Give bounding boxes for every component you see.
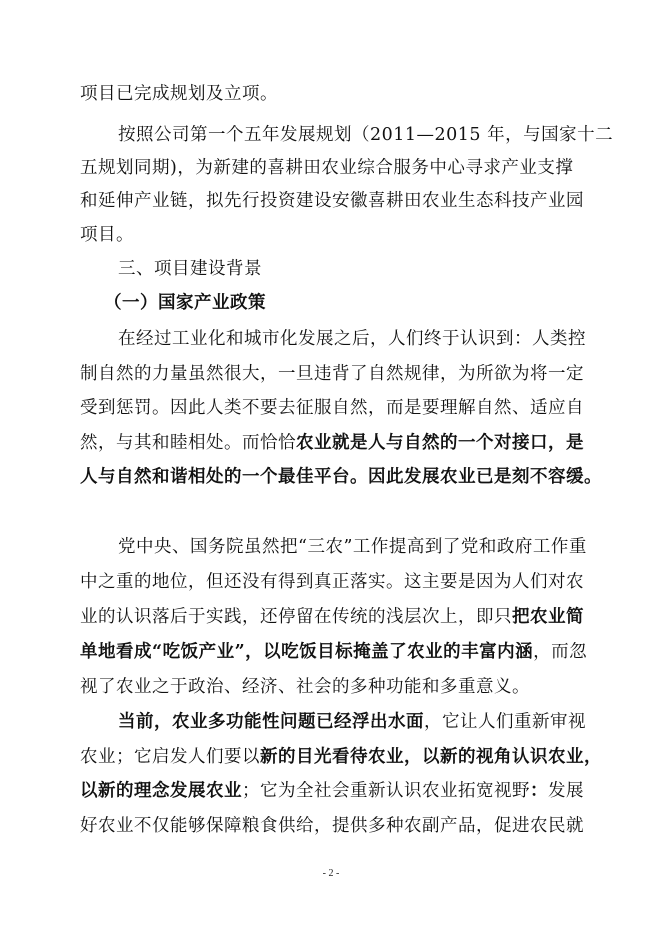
text-run: ，而忽 <box>533 642 588 662</box>
bold-text-run: ： <box>530 781 548 801</box>
paragraph-line <box>80 431 584 455</box>
paragraph-line <box>80 396 584 420</box>
bold-text-run: 以新的理念发展农业 <box>80 781 242 801</box>
bold-text-run: 农业就是人与自然的一个对接口，是 <box>296 433 584 453</box>
text-run: ；它为全社会重新认识农业拓宽视野 <box>242 781 530 801</box>
bold-text-run: 单地看成“吃饭产业”，以吃饭目标掩盖了农业的丰富内涵 <box>80 642 534 662</box>
text-run: 发展 <box>548 781 584 801</box>
paragraph-line <box>80 189 584 213</box>
text-run: 和延伸产业链，拟先行投资建设安徽喜耕田农业生态科技产业园 <box>80 191 584 211</box>
paragraph-line <box>118 123 613 147</box>
text-run: （一）国家产业政策 <box>104 293 266 313</box>
text-run: 中之重的地位，但还没有得到真正落实。这主要是因为人们对农 <box>80 572 584 592</box>
paragraph-line <box>80 82 278 106</box>
bold-text-run: 新的目光看待农业，以新的视角认识农业， <box>260 747 602 767</box>
page-number: - 2 - <box>322 868 340 879</box>
bold-text-run: 把农业简 <box>512 607 584 627</box>
paragraph-line <box>80 156 573 180</box>
paragraph-line <box>80 640 587 664</box>
paragraph-line <box>80 465 602 489</box>
paragraph-line <box>80 675 530 699</box>
text-run: 五规划同期)，为新建的喜耕田农业综合服务中心寻求产业支撑 <box>80 158 574 178</box>
text-run: 项目已完成规划及立项。 <box>80 84 278 104</box>
section-heading <box>118 257 262 281</box>
paragraph-line <box>118 327 586 351</box>
text-run: 项目。 <box>80 225 134 245</box>
text-run: 视了农业之于政治、经济、社会的多种功能和多重意义。 <box>80 677 530 697</box>
text-run: 业的认识落后于实践，还停留在传统的浅层次上，即只 <box>80 607 512 627</box>
bold-text-run: 当前，农业多功能性问题已经浮出水面 <box>118 712 424 732</box>
subsection-heading <box>104 291 266 315</box>
paragraph-line <box>118 710 586 734</box>
text-run: 受到惩罚。因此人类不要去征服自然，而是要理解自然、适应自 <box>80 398 584 418</box>
text-run: ，它让人们重新审视 <box>424 712 586 732</box>
text-run: 按照公司第一个五年发展规划（2011—2015 年，与国家十二 <box>118 125 614 145</box>
paragraph-line <box>80 362 584 386</box>
bold-text-run: 人与自然和谐相处的一个最佳平台。因此发展农业已是刻不容缓。 <box>80 467 602 487</box>
paragraph-line <box>80 570 584 594</box>
text-run: 在经过工业化和城市化发展之后，人们终于认识到：人类控 <box>118 329 586 349</box>
paragraph-line <box>80 814 584 838</box>
paragraph-line <box>80 745 602 769</box>
paragraph-line <box>80 223 134 247</box>
text-run: 好农业不仅能够保障粮食供给，提供多种农副产品，促进农民就 <box>80 816 584 836</box>
text-run: 党中央、国务院虽然把“三农”工作提高到了党和政府工作重 <box>118 537 587 557</box>
text-run: 然，与其和睦相处。而恰恰 <box>80 433 296 453</box>
text-run: 制自然的力量虽然很大，一旦违背了自然规律，为所欲为将一定 <box>80 364 584 384</box>
text-run: 三、项目建设背景 <box>118 259 262 279</box>
paragraph-line <box>80 605 584 629</box>
paragraph-line <box>118 535 587 559</box>
text-run: 农业；它启发人们要以 <box>80 747 260 767</box>
paragraph-line <box>80 779 584 803</box>
